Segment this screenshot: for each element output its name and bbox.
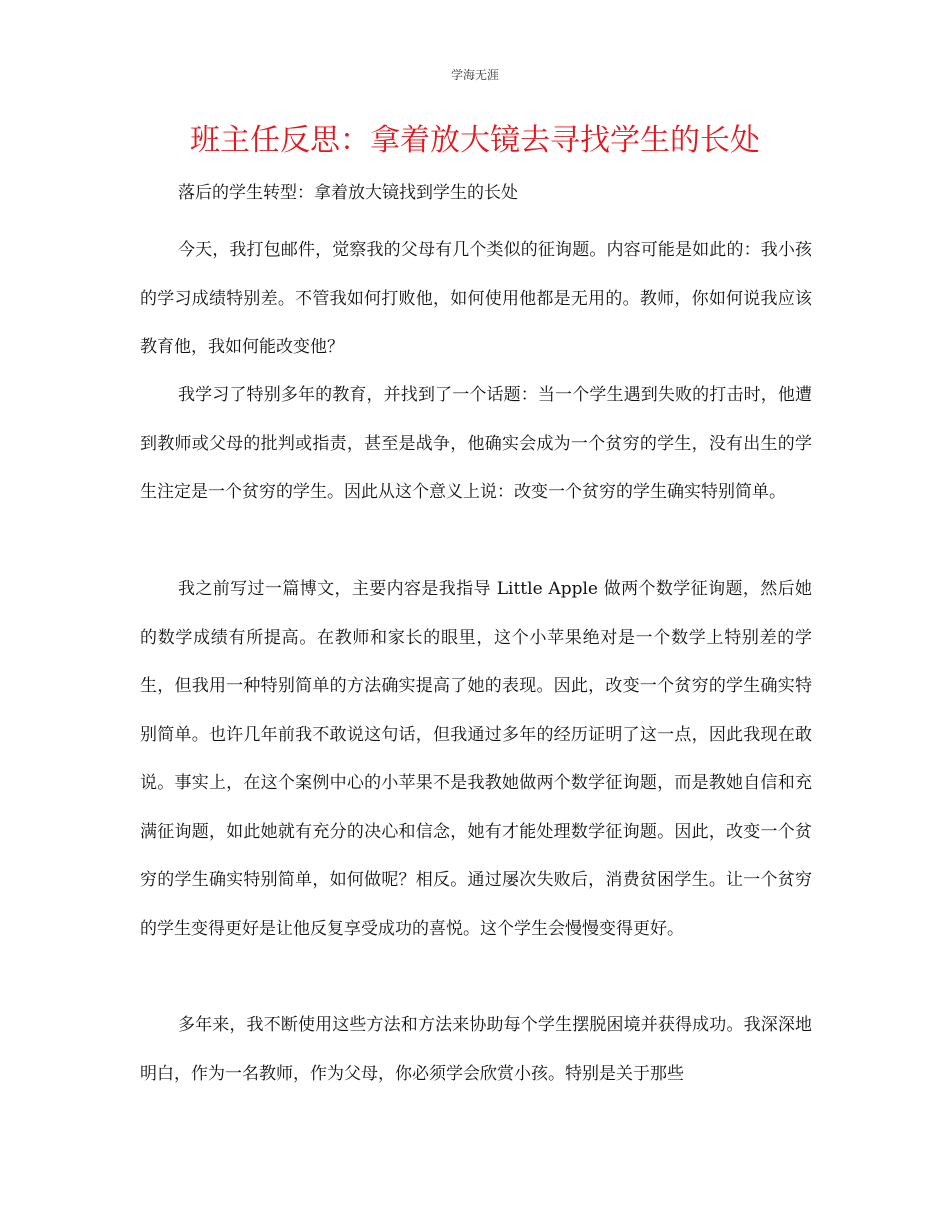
document-title: 班主任反思：拿着放大镜去寻找学生的长处 [190, 123, 760, 158]
paragraph-4: 多年来，我不断使用这些方法和方法来协助每个学生摆脱困境并获得成功。我深深地明白，作为一名教师，作为父母，你必须学会欣赏小孩。特别是关于那些 [140, 1015, 812, 1084]
paragraph-1: 今天，我打包邮件，觉察我的父母有几个类似的征询题。内容可能是如此的：我小孩的学习成绩特别差。不管我如何打败他，如何使用他都是无用的。教师，你如何说我应该教育他，我如何能改变他？ [140, 240, 812, 357]
paragraph-2: 我学习了特别多年的教育，并找到了一个话题：当一个学生遇到失败的打击时，他遭到教师或父母的批判或指责，甚至是战争，他确实会成为一个贫穷的学生，没有出生的学生注定是一个贫穷的学生。因此从这个意义上说：改变一个贫穷的学生确实特别简单。 [140, 385, 812, 502]
page-header: 学海无涯 [450, 68, 499, 82]
document-subtitle: 落后的学生转型：拿着放大镜找到学生的长处 [178, 183, 518, 203]
paragraph-3: 我之前写过一篇博文，主要内容是我指导 Little Apple 做两个数学征询题，然后她的数学成绩有所提高。在教师和家长的眼里，这个小苹果绝对是一个数学上特别差的学生，但我用一种特别简单的方法确实提高了她的表现。因此，改变一个贫穷的学生确实特别简单。也许几年前我不敢说这句话，但我通过多年的经历证明了这一点，因此我现在敢说。事实上，在这个案例中心的小苹果不是我教她做两个数学征询题，而是教她自信和充满征询题，如此她就有充分的决心和信念，她有才能处理数学征询题。因此，改变一个贫穷的学生确实特别简单，如何做呢？相反。通过屡次失败后，消费贫困学生。让一个贫穷的学生变得更好是让他反复享受成功的喜悦。这个学生会慢慢变得更好。 [140, 579, 812, 939]
